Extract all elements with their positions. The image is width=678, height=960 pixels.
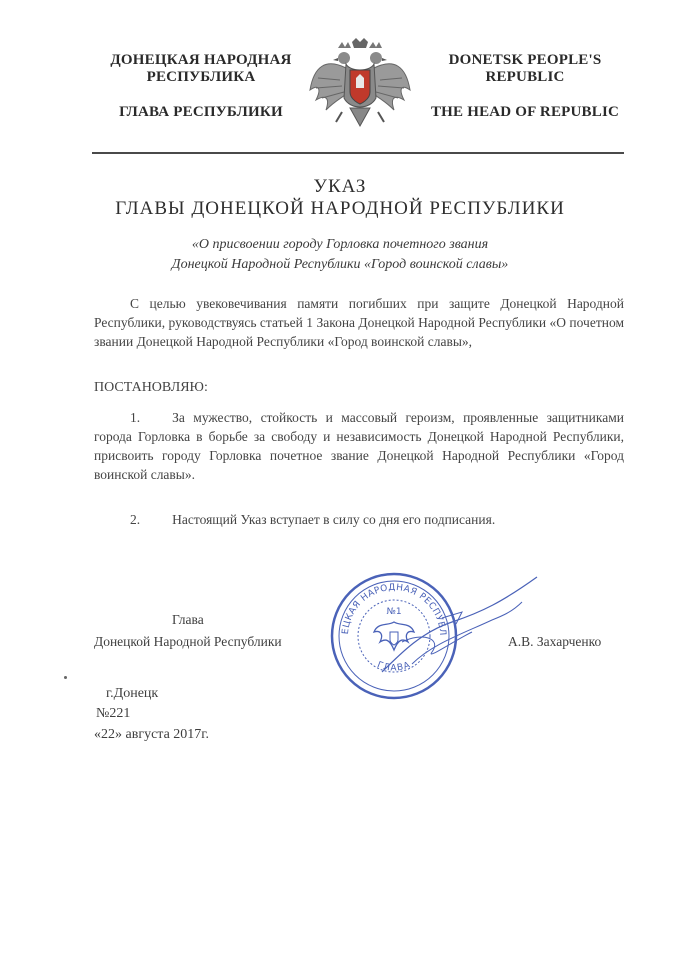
- header-right-line2: REPUBLIC: [485, 69, 565, 85]
- decree-title: УКАЗ: [313, 176, 367, 197]
- header-right-line1: DONETSK PEOPLE'S: [448, 52, 602, 68]
- intro-paragraph: С целью увековечивания памяти погибших при защите Донецкой Народной Республики, руководствуясь статьей 1 Закона Донецкой Народной Республики «О почетном звании Донецкой Народной Республики «Город воинской славы»,: [94, 296, 624, 349]
- header-left-sub: ГЛАВА РЕСПУБЛИКИ: [119, 104, 283, 120]
- header-left-line2: РЕСПУБЛИКА: [146, 69, 256, 85]
- decree-subtitle-line1: «О присвоении городу Горловка почетного звания: [191, 237, 489, 252]
- margin-dot: [64, 676, 67, 679]
- stamp-top-text: ЕЦКАЯ НАРОДНАЯ РЕСПУБЛ: [340, 582, 448, 637]
- list-item: [94, 510, 624, 529]
- item-text: За мужество, стойкость и массовый героизм, проявленные защитниками города Горловка в борьбе за свободу и независимость Донецкой Народной Республики, присвоить городу Горловка почетное звание Донецкой Народной Республики «Город воинской славы».: [94, 410, 624, 482]
- item-number: 1.: [130, 410, 141, 425]
- item-number: 2.: [130, 512, 141, 527]
- list-item: [94, 408, 624, 484]
- header-right-title: [420, 52, 630, 86]
- signer-role-line1: Глава: [172, 612, 204, 627]
- emblem-icon: [306, 38, 414, 138]
- header-divider: [92, 152, 624, 154]
- decree-subtitle-line2: Донецкой Народной Республики «Город воинской славы»: [171, 257, 509, 272]
- footer-number: №221: [96, 706, 131, 721]
- signer-name: А.В. Захарченко: [508, 634, 602, 649]
- footer-date: «22» августа 2017г.: [94, 727, 209, 742]
- decree-title-line2: ГЛАВЫ ДОНЕЦКОЙ НАРОДНОЙ РЕСПУБЛИКИ: [115, 198, 565, 219]
- item-text: Настоящий Указ вступает в силу со дня его подписания.: [172, 512, 496, 527]
- handwritten-signature: [372, 572, 542, 682]
- stamp-bottom-text: ГЛАВА: [375, 660, 413, 674]
- footer-city: г.Донецк: [106, 686, 159, 701]
- signer-role-line2: Донецкой Народной Республики: [94, 634, 282, 649]
- stamp-center-text: №1: [386, 607, 402, 617]
- header-left-line1: ДОНЕЦКАЯ НАРОДНАЯ: [110, 52, 292, 68]
- header-left-title: [96, 52, 306, 86]
- header-right-sub: THE HEAD OF REPUBLIC: [430, 104, 620, 120]
- decree-word: ПОСТАНОВЛЯЮ:: [94, 380, 208, 395]
